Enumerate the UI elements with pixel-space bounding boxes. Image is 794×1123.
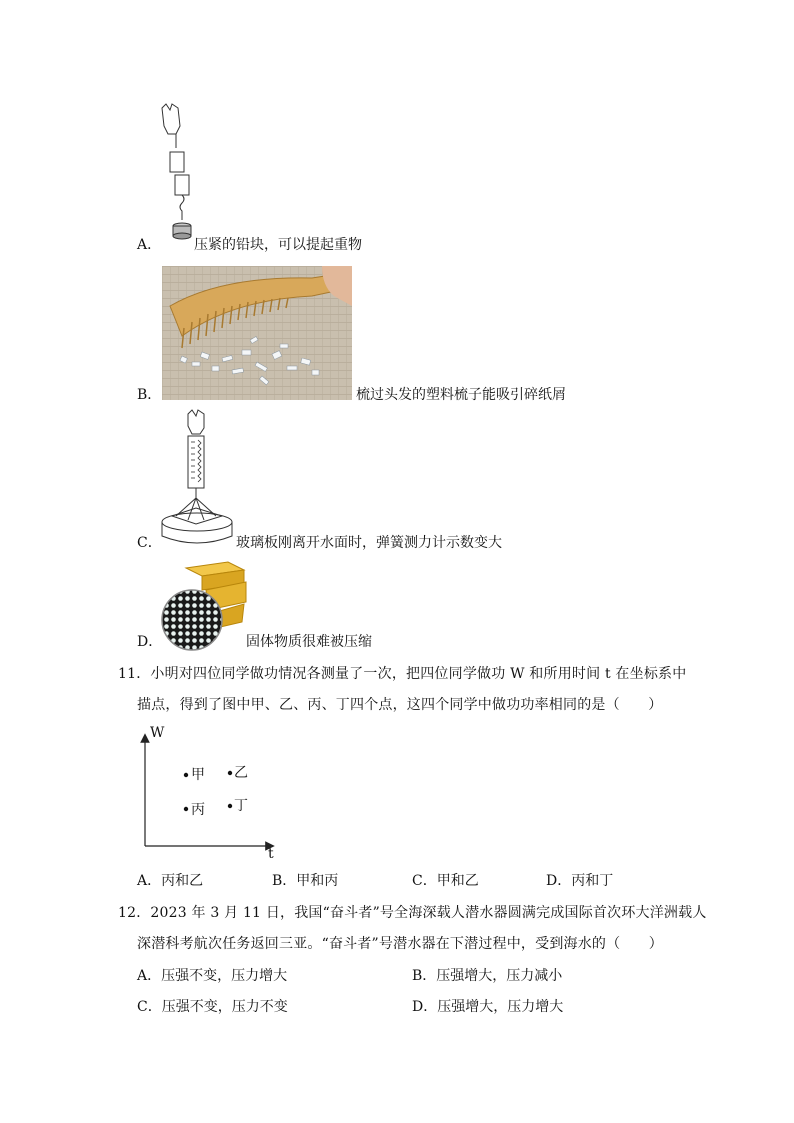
choice-letter: D． (546, 873, 572, 889)
option-d-text: 固体物质很难被压缩 (246, 634, 372, 650)
y-axis-label: W (150, 725, 165, 741)
point-label-ding: 丁 (234, 798, 248, 814)
option-d-letter: D． (137, 634, 163, 650)
spring-scale-glass-figure (160, 408, 234, 550)
point-bing (184, 807, 188, 811)
q11-choice-a[interactable] (137, 871, 203, 891)
point-label-yi: 乙 (234, 765, 248, 781)
option-c-text: 玻璃板刚离开水面时，弹簧测力计示数变大 (236, 535, 502, 551)
choice-text: 压强不变，压力增大 (161, 968, 288, 984)
choice-text: 丙和乙 (161, 873, 204, 889)
q11-choice-d[interactable] (546, 871, 613, 891)
choice-letter: C． (412, 873, 437, 889)
q11-stem-line2: 描点，得到了图中甲、乙、丙、丁四个点，这四个同学中做功功率相同的是（ ） (137, 697, 663, 713)
choice-letter: D． (412, 999, 438, 1015)
choice-text: 丙和丁 (571, 873, 614, 889)
point-label-bing: 丙 (191, 802, 205, 818)
point-ding (228, 804, 232, 808)
q11-stem-line1: 11．小明对四位同学做功情况各测量了一次，把四位同学做功 W 和所用时间 t 在坐标系中 (118, 666, 687, 682)
choice-text: 压强增大，压力减小 (436, 968, 563, 984)
option-c-letter: C． (137, 535, 162, 551)
choice-letter: B． (272, 873, 297, 889)
work-time-graph (134, 720, 284, 865)
option-a-text: 压紧的铅块，可以提起重物 (194, 237, 362, 253)
q12-stem-line2: 深潜科考航次任务返回三亚。“奋斗者”号潜水器在下潜过程中，受到海水的（ ） (137, 936, 663, 952)
q11-choice-c[interactable] (412, 871, 479, 891)
q11-choice-b[interactable] (272, 871, 338, 891)
solid-lattice-figure (156, 560, 248, 652)
choice-letter: B． (412, 968, 437, 984)
choice-text: 压强增大，压力增大 (437, 999, 564, 1015)
q12-stem-line1: 12．2023 年 3 月 11 日，我国“奋斗者”号全海深载人潜水器圆满完成国际首次环大洋洲载人 (118, 905, 707, 921)
point-label-jia: 甲 (191, 767, 205, 783)
point-yi (228, 771, 232, 775)
q12-choice-c[interactable] (137, 997, 288, 1017)
choice-letter: A． (137, 873, 162, 889)
q12-choice-d[interactable] (412, 997, 563, 1017)
q12-choice-a[interactable] (137, 966, 287, 986)
choice-letter: C． (137, 999, 162, 1015)
option-b-text: 梳过头发的塑料梳子能吸引碎纸屑 (356, 387, 566, 403)
x-axis-label: t (268, 846, 274, 862)
choice-text: 甲和丙 (296, 873, 339, 889)
q12-choice-b[interactable] (412, 966, 562, 986)
choice-letter: A． (137, 968, 162, 984)
choice-text: 甲和乙 (436, 873, 479, 889)
point-jia (184, 773, 188, 777)
option-a-letter: A． (137, 237, 162, 253)
option-b-letter: B． (137, 387, 162, 403)
choice-text: 压强不变，压力不变 (161, 999, 288, 1015)
comb-paper-photo (162, 266, 352, 400)
lead-blocks-figure (156, 100, 196, 248)
